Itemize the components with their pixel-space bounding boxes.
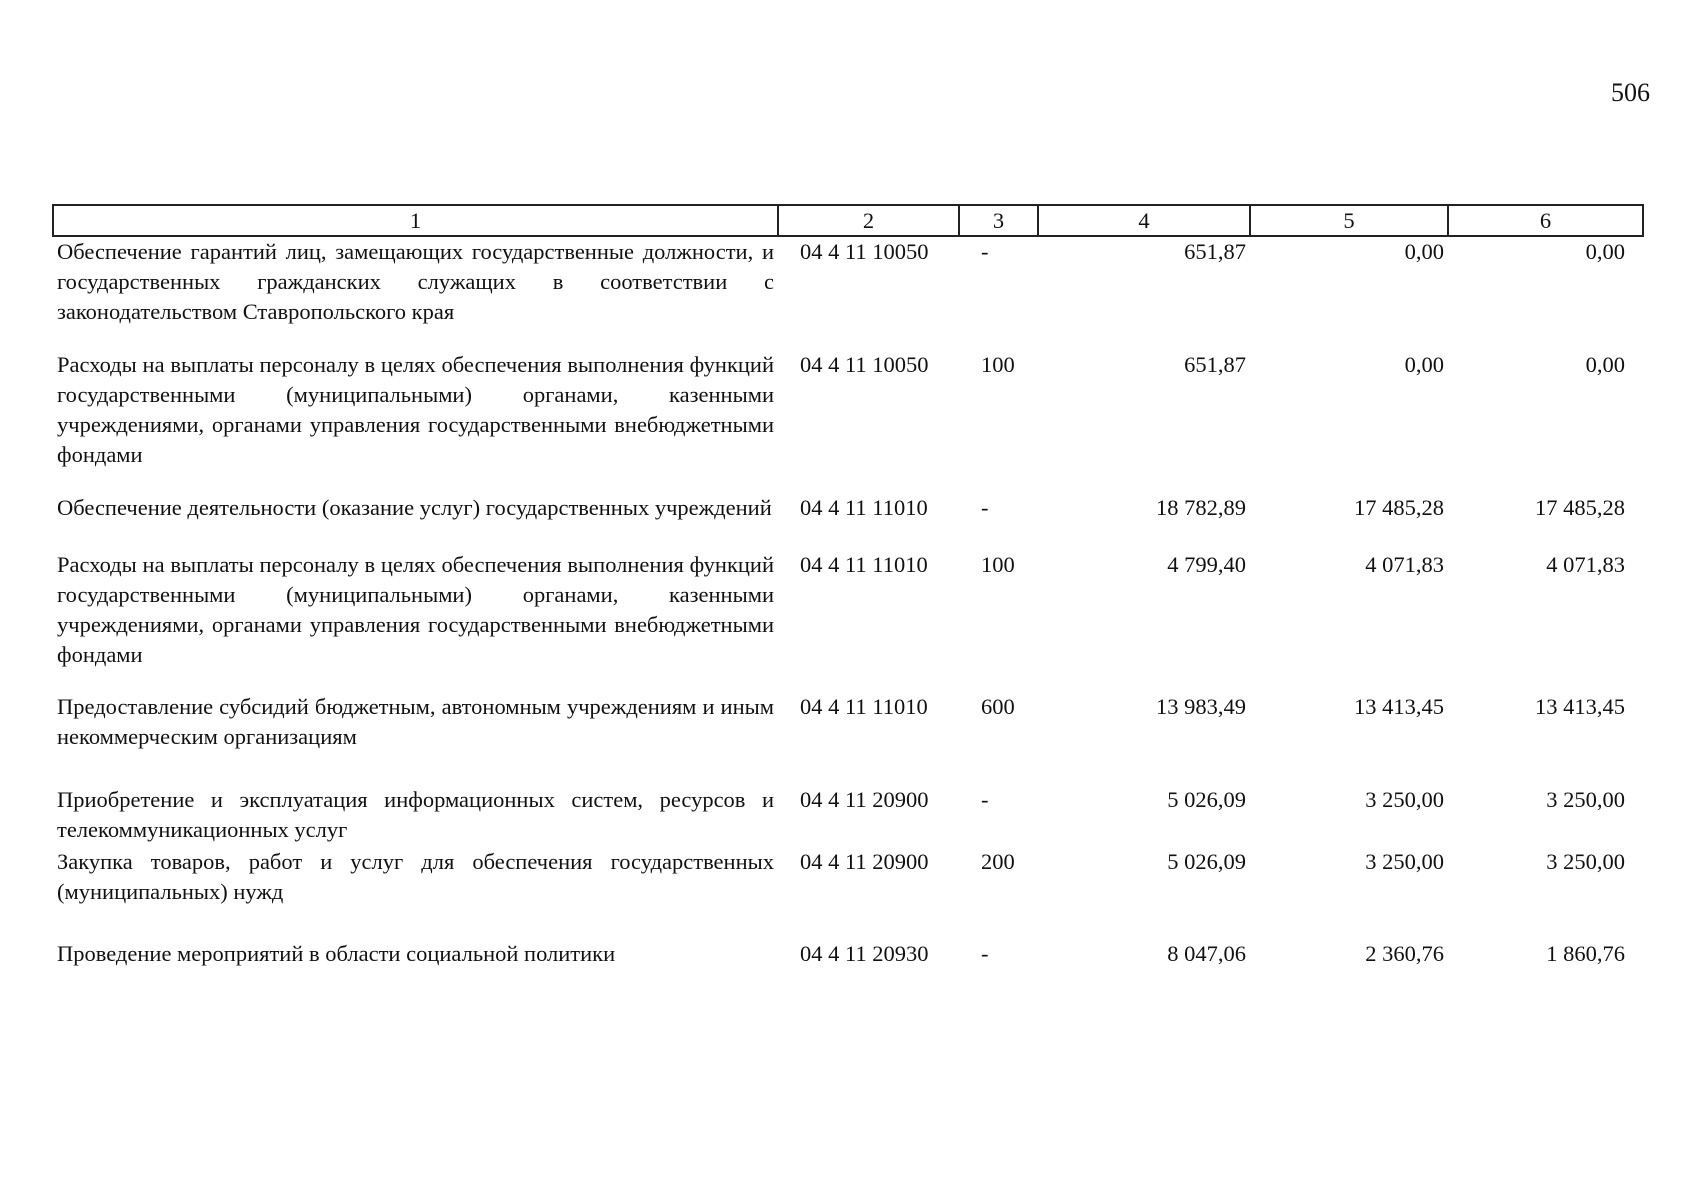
- row-expense-type: 200: [981, 849, 1015, 874]
- row-expense-type: -: [981, 495, 989, 520]
- table-row: [53, 847, 1643, 939]
- table-row: [53, 550, 1643, 692]
- row-value-col5: 17 485,28: [1354, 495, 1444, 520]
- row-value-col5: 2 360,76: [1365, 941, 1444, 966]
- row-code: 04 4 11 11010: [800, 694, 928, 719]
- budget-table: [52, 204, 1644, 979]
- row-name: Предоставление субсидий бюджетным, автономным учреждениям и иным некоммерческим организациям: [57, 694, 774, 749]
- row-code: 04 4 11 11010: [800, 495, 928, 520]
- row-name: Приобретение и эксплуатация информационных систем, ресурсов и телекоммуникационных услуг: [57, 787, 774, 842]
- row-expense-type: 100: [981, 352, 1015, 377]
- row-code: 04 4 11 20930: [800, 941, 929, 966]
- row-value-col4: 4 799,40: [1167, 552, 1246, 577]
- row-expense-type: -: [981, 941, 989, 966]
- row-value-col5: 4 071,83: [1365, 552, 1444, 577]
- table-row: [53, 350, 1643, 493]
- row-name: Обеспечение гарантий лиц, замещающих государственные должности, и государственных гражданских служащих в соответствии с законодательством Ставропольского края: [57, 239, 774, 324]
- row-value-col5: 3 250,00: [1365, 787, 1444, 812]
- table-row: [53, 692, 1643, 785]
- table-row: [53, 493, 1643, 550]
- row-value-col5: 0,00: [1404, 239, 1444, 264]
- row-name: Обеспечение деятельности (оказание услуг) государственных учреждений: [57, 495, 772, 520]
- row-value-col6: 17 485,28: [1535, 495, 1625, 520]
- row-code: 04 4 11 11010: [800, 552, 928, 577]
- row-expense-type: 100: [981, 552, 1015, 577]
- table-row: [53, 785, 1643, 847]
- row-value-col4: 18 782,89: [1156, 495, 1246, 520]
- row-code: 04 4 11 20900: [800, 787, 929, 812]
- column-header-4: 4: [1038, 205, 1250, 236]
- row-value-col6: 4 071,83: [1546, 552, 1625, 577]
- row-code: 04 4 11 10050: [800, 239, 929, 264]
- row-value-col4: 13 983,49: [1156, 694, 1246, 719]
- row-value-col4: 5 026,09: [1167, 787, 1246, 812]
- row-value-col5: 3 250,00: [1365, 849, 1444, 874]
- row-name: Закупка товаров, работ и услуг для обеспечения государственных (муниципальных) нужд: [57, 849, 774, 904]
- table-row: [53, 236, 1643, 350]
- row-code: 04 4 11 10050: [800, 352, 929, 377]
- row-value-col4: 651,87: [1184, 239, 1246, 264]
- row-code: 04 4 11 20900: [800, 849, 929, 874]
- row-name: Расходы на выплаты персоналу в целях обеспечения выполнения функций государственными (муниципальными) органами, казенными учреждениями, органами управления государственными внебюджетными фондами: [57, 352, 774, 467]
- row-value-col6: 1 860,76: [1546, 941, 1625, 966]
- row-value-col5: 13 413,45: [1354, 694, 1444, 719]
- row-value-col6: 3 250,00: [1546, 849, 1625, 874]
- column-header-5: 5: [1250, 205, 1448, 236]
- table-row: [53, 939, 1643, 979]
- table-header-row: [53, 205, 1643, 236]
- column-header-2: 2: [778, 205, 959, 236]
- row-value-col4: 8 047,06: [1167, 941, 1246, 966]
- column-header-6: 6: [1448, 205, 1643, 236]
- row-expense-type: -: [981, 787, 989, 812]
- row-expense-type: -: [981, 239, 989, 264]
- row-expense-type: 600: [981, 694, 1015, 719]
- row-value-col6: 13 413,45: [1535, 694, 1625, 719]
- row-value-col4: 651,87: [1184, 352, 1246, 377]
- row-name: Расходы на выплаты персоналу в целях обеспечения выполнения функций государственными (муниципальными) органами, казенными учреждениями, органами управления государственными внебюджетными фондами: [57, 552, 774, 667]
- row-value-col4: 5 026,09: [1167, 849, 1246, 874]
- row-value-col6: 0,00: [1585, 239, 1625, 264]
- column-header-1: 1: [53, 205, 778, 236]
- row-value-col5: 0,00: [1404, 352, 1444, 377]
- column-header-3: 3: [959, 205, 1038, 236]
- row-value-col6: 3 250,00: [1546, 787, 1625, 812]
- row-name: Проведение мероприятий в области социальной политики: [57, 941, 616, 966]
- row-value-col6: 0,00: [1585, 352, 1625, 377]
- page-number: 506: [1611, 78, 1650, 107]
